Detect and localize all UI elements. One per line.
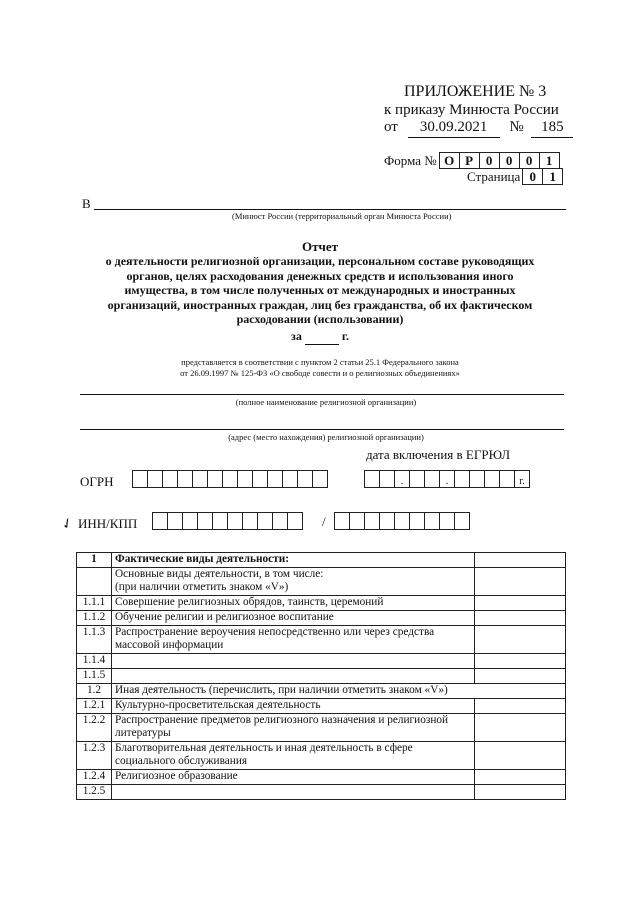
org-name-line[interactable] [80,394,564,395]
row-activity-text: Распространение предметов религиозного назначения и религиозной литературы [112,714,475,742]
ogrn-digit-box[interactable] [192,470,208,488]
kpp-digit-box[interactable] [349,512,365,530]
row-number: 1.2.3 [77,742,112,770]
inn-digit-box[interactable] [257,512,273,530]
table-row [77,626,566,654]
form-code-boxes [440,152,560,169]
table-row [77,654,566,669]
row-activity-text: Религиозное образование [112,770,475,785]
row-mark-cell[interactable] [475,568,566,596]
ogrn-digit-box[interactable] [252,470,268,488]
row-mark-cell[interactable] [475,654,566,669]
egrul-date-box[interactable] [484,470,500,488]
inn-digit-box[interactable] [182,512,198,530]
kpp-digit-box[interactable] [379,512,395,530]
row-number [77,568,112,596]
form-number-row [384,152,560,169]
order-date-line [384,118,573,138]
org-address-caption: (адрес (место нахождения) религиозной организации) [228,432,424,442]
egrul-date-boxes[interactable] [364,470,530,488]
egrul-date-box[interactable]: . [394,470,410,488]
ogrn-digit-box[interactable] [267,470,283,488]
report-heading: Отчет [302,239,338,254]
egrul-date-box[interactable]: . [439,470,455,488]
row-number: 1.2 [77,684,112,699]
basis-line-1: представляется в соответствии с пунктом 2 статьи 25.1 Федерального закона [181,357,459,367]
table-row [77,611,566,626]
report-period [0,329,640,345]
ogrn-digit-box[interactable] [222,470,238,488]
pen-mark-icon: ✓ [59,515,77,534]
table-row [77,553,566,568]
row-number: 1.1.1 [77,596,112,611]
row-activity-text [112,785,475,800]
row-number: 1.2.1 [77,699,112,714]
kpp-digit-box[interactable] [394,512,410,530]
kpp-digit-box[interactable] [334,512,350,530]
basis-line-2: от 26.09.1997 № 125-ФЗ «О свободе совести и о религиозных объединениях» [180,368,460,378]
row-mark-cell[interactable] [475,553,566,568]
row-activity-text: Совершение религиозных обрядов, таинств, церемоний [112,596,475,611]
egrul-date-box[interactable] [379,470,395,488]
period-prefix: за [291,329,302,343]
ogrn-digit-box[interactable] [282,470,298,488]
row-activity-text [112,654,475,669]
egrul-date-box[interactable] [469,470,485,488]
table-row [77,568,566,596]
kpp-boxes[interactable] [334,512,470,530]
ogrn-digit-box[interactable] [312,470,328,488]
page-number-box: 0 [522,168,543,185]
order-reference: к приказу Минюста России [384,102,559,118]
inn-digit-box[interactable] [212,512,228,530]
ogrn-digit-box[interactable] [297,470,313,488]
page-label: Страница [467,168,521,184]
form-code-box: Р [459,152,480,169]
row-mark-cell[interactable] [475,626,566,654]
ogrn-digit-box[interactable] [177,470,193,488]
row-number: 1.1.5 [77,669,112,684]
egrul-date-box[interactable] [424,470,440,488]
recipient-line[interactable] [94,209,566,210]
activities-table [76,552,566,800]
form-code-box: 0 [519,152,540,169]
row-mark-cell[interactable] [475,742,566,770]
ogrn-digit-box[interactable] [162,470,178,488]
row-activity-text: Распространение вероучения непосредственно или через средства массовой информации [112,626,475,654]
order-date: 30.09.2021 [408,118,500,138]
inn-digit-box[interactable] [287,512,303,530]
report-title-line: о деятельности религиозной организации, персональном составе руководящих [105,254,535,268]
period-year-field[interactable] [305,329,339,345]
row-mark-cell[interactable] [475,714,566,742]
form-code-box: О [439,152,460,169]
org-address-line[interactable] [80,429,564,430]
inn-digit-box[interactable] [197,512,213,530]
egrul-date-box[interactable] [409,470,425,488]
ogrn-label: ОГРН [80,474,114,489]
row-activity-text [112,669,475,684]
kpp-digit-box[interactable] [409,512,425,530]
row-activity-text: Фактические виды деятельности: [112,553,475,568]
report-title-line: имущества, в том числе полученных от международных и иностранных [124,283,516,297]
egrul-date-box[interactable] [454,470,470,488]
inn-boxes[interactable] [152,512,303,530]
inn-digit-box[interactable] [242,512,258,530]
inn-kpp-separator: / [322,514,326,529]
appendix-title: ПРИЛОЖЕНИЕ № 3 [404,83,547,100]
report-title-line: организаций, иностранных граждан, лиц без гражданства, об их фактическом [107,297,533,312]
page-number-row [467,168,563,185]
row-mark-cell[interactable] [475,669,566,684]
row-activity-text: Культурно-просветительская деятельность [112,699,475,714]
egrul-label: дата включения в ЕГРЮЛ [366,447,511,462]
form-label: Форма № [384,152,437,168]
row-mark-cell[interactable] [475,785,566,800]
page-number-boxes [523,168,563,185]
row-mark-cell[interactable] [475,611,566,626]
row-activity-text: Основные виды деятельности, в том числе: (при наличии отметить знаком «V») [112,568,475,596]
row-activity-text: Благотворительная деятельность и иная деятельность в сфере социального обслуживания [112,742,475,770]
kpp-digit-box[interactable] [454,512,470,530]
period-suffix: г. [341,329,349,343]
table-row [77,669,566,684]
from-label: от [384,119,398,135]
report-title-line: органов, целях расходования денежных средств и использования иного [126,268,514,283]
row-activity-text: Иная деятельность (перечислить, при наличии отметить знаком «V») [112,684,566,699]
row-number: 1.2.2 [77,714,112,742]
row-number: 1.2.4 [77,770,112,785]
table-row [77,785,566,800]
row-activity-text: Обучение религии и религиозное воспитание [112,611,475,626]
row-number: 1.1.4 [77,654,112,669]
report-title-line: расходовании (использовании) [236,312,404,326]
inn-digit-box[interactable] [227,512,243,530]
egrul-date-box[interactable] [499,470,515,488]
table-row [77,770,566,785]
row-number: 1.2.5 [77,785,112,800]
recipient-prefix: В [82,196,91,211]
recipient-caption: (Минюст России (территориальный орган Минюста России) [232,211,452,221]
table-row [77,699,566,714]
form-code-box: 0 [499,152,520,169]
egrul-date-box[interactable] [364,470,380,488]
row-number: 1.1.2 [77,611,112,626]
table-row [77,684,566,699]
inn-label: ИНН/КПП [78,516,138,531]
number-label: № [509,119,524,135]
row-number: 1 [77,553,112,568]
form-code-box: 1 [539,152,560,169]
page-number-box: 1 [542,168,563,185]
row-mark-cell[interactable] [475,699,566,714]
org-name-caption: (полное наименование религиозной организации) [235,397,417,407]
ogrn-digit-box[interactable] [147,470,163,488]
inn-digit-box[interactable] [272,512,288,530]
kpp-digit-box[interactable] [424,512,440,530]
row-mark-cell[interactable] [475,596,566,611]
ogrn-boxes[interactable] [132,470,328,488]
row-mark-cell[interactable] [475,770,566,785]
order-number: 185 [531,118,573,138]
kpp-digit-box[interactable] [439,512,455,530]
table-row [77,596,566,611]
ogrn-digit-box[interactable] [207,470,223,488]
row-number: 1.1.3 [77,626,112,654]
report-title [70,254,570,327]
form-code-box: 0 [479,152,500,169]
inn-digit-box[interactable] [167,512,183,530]
inn-digit-box[interactable] [152,512,168,530]
ogrn-digit-box[interactable] [132,470,148,488]
kpp-digit-box[interactable] [364,512,380,530]
table-row [77,714,566,742]
ogrn-digit-box[interactable] [237,470,253,488]
egrul-date-box[interactable]: г. [514,470,530,488]
table-row [77,742,566,770]
